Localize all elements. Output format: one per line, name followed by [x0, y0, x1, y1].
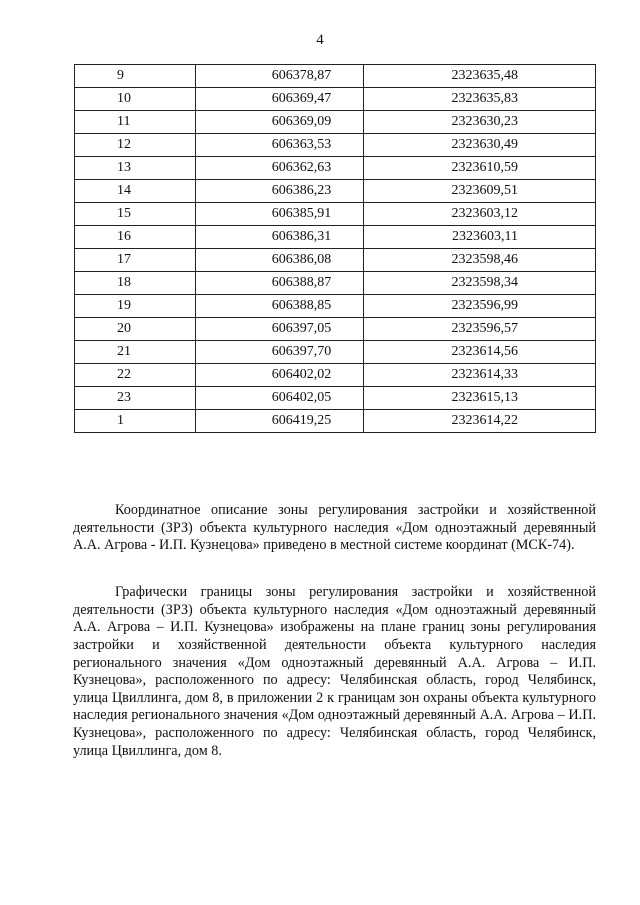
- x-coordinate-cell: 606363,53: [195, 134, 364, 157]
- point-number-cell: 1: [75, 410, 196, 433]
- coordinate-description-paragraph: Координатное описание зоны регулирования застройки и хозяйственной деятельности (ЗРЗ) объекта культурного наследия «Дом одноэтажный деревянный А.А. Агрова - И.П. Кузнецова» приведено в местной системе координат (МСК-74).: [73, 502, 596, 554]
- y-coordinate-cell: 2323615,13: [364, 387, 596, 410]
- y-coordinate-cell: 2323630,23: [364, 111, 596, 134]
- table-row: [75, 295, 596, 318]
- table-row: [75, 318, 596, 341]
- y-coordinate-cell: 2323610,59: [364, 157, 596, 180]
- table-row: [75, 410, 596, 433]
- x-coordinate-cell: 606385,91: [195, 203, 364, 226]
- y-coordinate-cell: 2323614,33: [364, 364, 596, 387]
- point-number-cell: 20: [75, 318, 196, 341]
- point-number-cell: 18: [75, 272, 196, 295]
- table-row: [75, 180, 596, 203]
- y-coordinate-cell: 2323598,34: [364, 272, 596, 295]
- y-coordinate-cell: 2323614,22: [364, 410, 596, 433]
- x-coordinate-cell: 606397,05: [195, 318, 364, 341]
- table-row: [75, 203, 596, 226]
- x-coordinate-cell: 606388,87: [195, 272, 364, 295]
- x-coordinate-cell: 606402,05: [195, 387, 364, 410]
- x-coordinate-cell: 606378,87: [195, 65, 364, 88]
- table-row: [75, 111, 596, 134]
- x-coordinate-cell: 606419,25: [195, 410, 364, 433]
- x-coordinate-cell: 606362,63: [195, 157, 364, 180]
- y-coordinate-cell: 2323609,51: [364, 180, 596, 203]
- point-number-cell: 13: [75, 157, 196, 180]
- y-coordinate-cell: 2323598,46: [364, 249, 596, 272]
- table-row: [75, 134, 596, 157]
- point-number-cell: 9: [75, 65, 196, 88]
- y-coordinate-cell: 2323596,57: [364, 318, 596, 341]
- table-row: [75, 65, 596, 88]
- coordinates-table-body: [75, 65, 596, 433]
- x-coordinate-cell: 606397,70: [195, 341, 364, 364]
- point-number-cell: 17: [75, 249, 196, 272]
- table-row: [75, 157, 596, 180]
- table-row: [75, 387, 596, 410]
- point-number-cell: 14: [75, 180, 196, 203]
- point-number-cell: 22: [75, 364, 196, 387]
- table-row: [75, 88, 596, 111]
- y-coordinate-cell: 2323635,83: [364, 88, 596, 111]
- y-coordinate-cell: 2323635,48: [364, 65, 596, 88]
- point-number-cell: 11: [75, 111, 196, 134]
- x-coordinate-cell: 606369,47: [195, 88, 364, 111]
- graphic-boundaries-paragraph: Графически границы зоны регулирования застройки и хозяйственной деятельности (ЗРЗ) объекта культурного наследия «Дом одноэтажный деревянный А.А. Агрова – И.П. Кузнецова» изображены на плане границ зоны регулирования застройки и хозяйственной деятельности объекта культурного наследия регионального значения «Дом одноэтажный деревянный А.А. Агрова – И.П. Кузнецова», расположенного по адресу: Челябинская область, город Челябинск, улица Цвиллинга, дом 8, в приложении 2 к границам зон охраны объекта культурного наследия регионального значения «Дом одноэтажный деревянный А.А. Агрова – И.П. Кузнецова», расположенного по адресу: Челябинская область, город Челябинск, улица Цвиллинга, дом 8.: [73, 584, 596, 759]
- y-coordinate-cell: 2323603,12: [364, 203, 596, 226]
- page-number: 4: [316, 32, 324, 48]
- point-number-cell: 19: [75, 295, 196, 318]
- point-number-cell: 12: [75, 134, 196, 157]
- x-coordinate-cell: 606386,31: [195, 226, 364, 249]
- point-number-cell: 21: [75, 341, 196, 364]
- point-number-cell: 15: [75, 203, 196, 226]
- y-coordinate-cell: 2323603,11: [364, 226, 596, 249]
- table-row: [75, 364, 596, 387]
- point-number-cell: 10: [75, 88, 196, 111]
- x-coordinate-cell: 606402,02: [195, 364, 364, 387]
- x-coordinate-cell: 606386,08: [195, 249, 364, 272]
- y-coordinate-cell: 2323614,56: [364, 341, 596, 364]
- x-coordinate-cell: 606369,09: [195, 111, 364, 134]
- table-row: [75, 272, 596, 295]
- x-coordinate-cell: 606388,85: [195, 295, 364, 318]
- y-coordinate-cell: 2323630,49: [364, 134, 596, 157]
- table-row: [75, 249, 596, 272]
- x-coordinate-cell: 606386,23: [195, 180, 364, 203]
- point-number-cell: 16: [75, 226, 196, 249]
- table-row: [75, 226, 596, 249]
- y-coordinate-cell: 2323596,99: [364, 295, 596, 318]
- point-number-cell: 23: [75, 387, 196, 410]
- table-row: [75, 341, 596, 364]
- coordinates-table: [74, 64, 596, 433]
